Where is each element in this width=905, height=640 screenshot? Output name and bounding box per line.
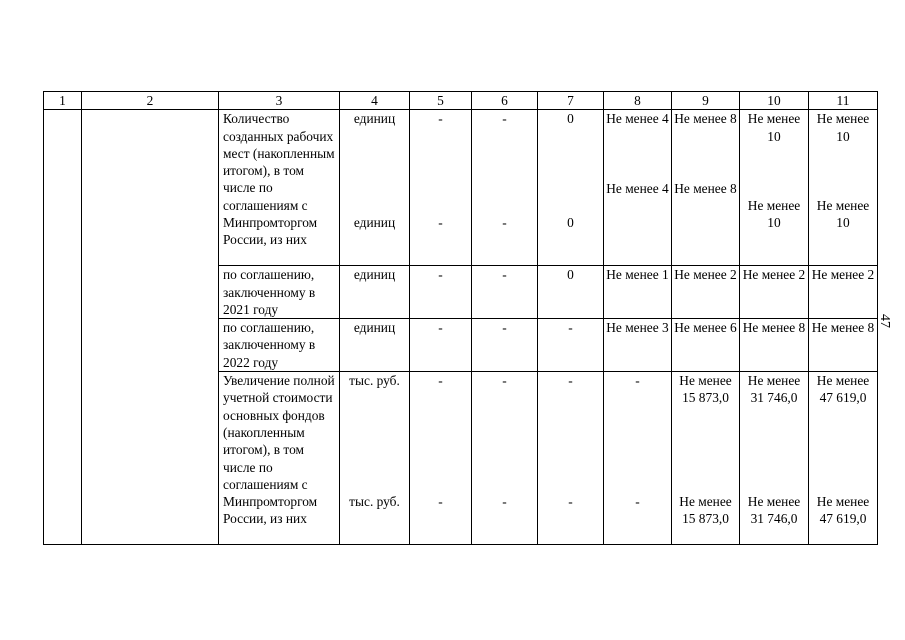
unit-cell: единиц <box>340 319 410 372</box>
column-header: 7 <box>538 92 604 110</box>
row-number-cell <box>44 110 82 545</box>
value-cell: Не менее 8 Не менее 8 <box>672 110 740 266</box>
value-cell: - - <box>410 110 472 266</box>
unit-cell: тыс. руб. тыс. руб. <box>340 372 410 545</box>
indicators-table <box>43 91 878 545</box>
value-cell: - - <box>472 110 538 266</box>
value-cell: Не менее 2 <box>809 266 878 319</box>
value-cell: 0 <box>538 266 604 319</box>
column-header: 3 <box>219 92 340 110</box>
value-cell: Не менее 10 Не менее 10 <box>809 110 878 266</box>
value-cell: Не менее 10 Не менее 10 <box>740 110 809 266</box>
value-cell: - - <box>472 372 538 545</box>
value-cell: - <box>472 319 538 372</box>
value-cell: - <box>538 319 604 372</box>
value-cell: Не менее 1 <box>604 266 672 319</box>
value-cell: Не менее 8 <box>740 319 809 372</box>
value-cell: Не менее 3 <box>604 319 672 372</box>
value-cell: - - <box>410 372 472 545</box>
value-cell: - <box>472 266 538 319</box>
page-number: 47 <box>877 314 892 328</box>
header-row <box>44 92 878 110</box>
value-cell: Не менее 47 619,0 Не менее 47 619,0 <box>809 372 878 545</box>
column-header: 8 <box>604 92 672 110</box>
unit-cell: единиц <box>340 266 410 319</box>
column-header: 2 <box>82 92 219 110</box>
column-header: 1 <box>44 92 82 110</box>
value-cell: Не менее 6 <box>672 319 740 372</box>
indicator-cell: Увеличение полной учетной стоимости основных фондов (накопленным итогом), в том числе по соглашениям с Минпромторгом России, из них <box>219 372 340 545</box>
column-header: 9 <box>672 92 740 110</box>
value-cell: - <box>410 266 472 319</box>
value-cell: Не менее 15 873,0 Не менее 15 873,0 <box>672 372 740 545</box>
column-header: 10 <box>740 92 809 110</box>
indicator-cell: по соглашению, заключенному в 2022 году <box>219 319 340 372</box>
column-header: 5 <box>410 92 472 110</box>
value-cell: Не менее 2 <box>740 266 809 319</box>
value-cell: - - <box>538 372 604 545</box>
value-cell: Не менее 4 Не менее 4 <box>604 110 672 266</box>
section-name-cell <box>82 110 219 545</box>
indicator-cell: по соглашению, заключенному в 2021 году <box>219 266 340 319</box>
value-cell: - - <box>604 372 672 545</box>
column-header: 11 <box>809 92 878 110</box>
column-header: 4 <box>340 92 410 110</box>
table-row <box>44 110 878 266</box>
value-cell: Не менее 31 746,0 Не менее 31 746,0 <box>740 372 809 545</box>
column-header: 6 <box>472 92 538 110</box>
value-cell: Не менее 8 <box>809 319 878 372</box>
unit-cell: единиц единиц <box>340 110 410 266</box>
value-cell: - <box>410 319 472 372</box>
value-cell: Не менее 2 <box>672 266 740 319</box>
indicator-cell: Количество созданных рабочих мест (накопленным итогом), в том числе по соглашениям с Минпромторгом России, из них <box>219 110 340 266</box>
value-cell: 0 0 <box>538 110 604 266</box>
